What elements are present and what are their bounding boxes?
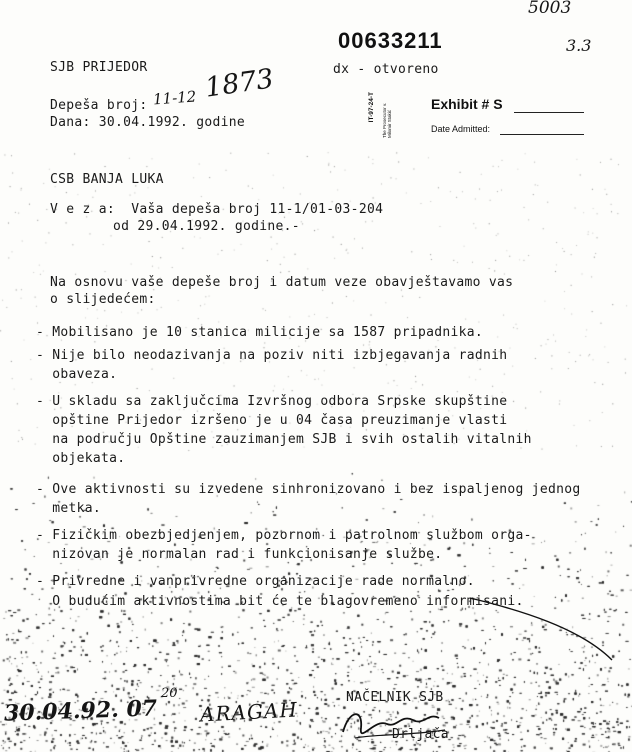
dispatch-label: Depeša broj: <box>50 98 148 113</box>
signature <box>335 700 455 750</box>
classification-marking: dx - otvoreno <box>333 62 439 77</box>
reference-line-2: od 29.04.1992. godine.- <box>113 219 300 234</box>
body-line: - Ove aktivnosti su izvedene sinhronizovano i bez ispaljenog jednog <box>36 482 581 497</box>
office-name: SJB PRIJEDOR <box>50 60 148 75</box>
chief-title: NAČELNIK SJB <box>346 690 444 705</box>
reference-line-1: V e z a: Vaša depeša broj 11-1/01-03-204 <box>50 202 384 217</box>
exhibit-label: Exhibit # S <box>431 96 503 112</box>
body-line: nizovan je normalan rad i funkcionisanje službe. <box>36 547 443 562</box>
intro-line-1: Na osnovu vaše depeše broj i datum veze obavještavamo vas <box>50 275 514 290</box>
handwritten-name: ARAGAH <box>199 697 299 727</box>
case-number-stamp: IT-97-24-T <box>368 92 375 123</box>
dispatch-hand-prefix: 11-12 <box>152 87 197 109</box>
body-line: opštine Prijedor izršeno je u 04 časa preuzimanje vlasti <box>36 413 508 428</box>
body-line: - Privredne i vanprivredne organizacije rade normalno. <box>36 574 475 589</box>
body-line: obaveza. <box>36 367 118 382</box>
chief-name: Drljača <box>392 727 449 742</box>
document-stamp-number: 00633211 <box>338 28 443 53</box>
body-line: - Mobilisano je 10 stanica milicije sa 1587 pripadnika. <box>36 325 483 340</box>
body-line: objekata. <box>36 451 126 466</box>
body-line: - Fizičkim obezbjedjenjem, pozornom i patrolnom službom orga- <box>36 528 532 543</box>
dispatch-hand-number: 1873 <box>203 63 276 104</box>
body-line: O budućim aktivnostima bit će te blagovremeno informisani. <box>36 594 524 609</box>
side-number: 3.3 <box>566 36 592 55</box>
dispatch-date: Dana: 30.04.1992. godine <box>50 115 246 130</box>
case-name-stamp: The Prosecutor v. Milomir Stakić <box>382 102 392 138</box>
handwritten-time-superscript: 20 <box>161 686 178 701</box>
corner-number: 5003 <box>528 0 572 18</box>
body-line: na području Opštine zauzimanjem SJB i svih ostalih vitalnih <box>36 432 532 447</box>
body-line: - U skladu sa zaključcima Izvršnog odbora Srpske skupštine <box>36 394 508 409</box>
body-line: - Nije bilo neodazivanja na poziv niti izbjegavanja radnih <box>36 348 508 363</box>
handwritten-datetime: 30.04.92. 07 <box>3 695 158 727</box>
intro-line-2: o slijedećem: <box>50 292 156 307</box>
recipient: CSB BANJA LUKA <box>50 172 164 187</box>
body-line: metka. <box>36 501 102 516</box>
date-admitted-label: Date Admitted: <box>431 124 491 134</box>
